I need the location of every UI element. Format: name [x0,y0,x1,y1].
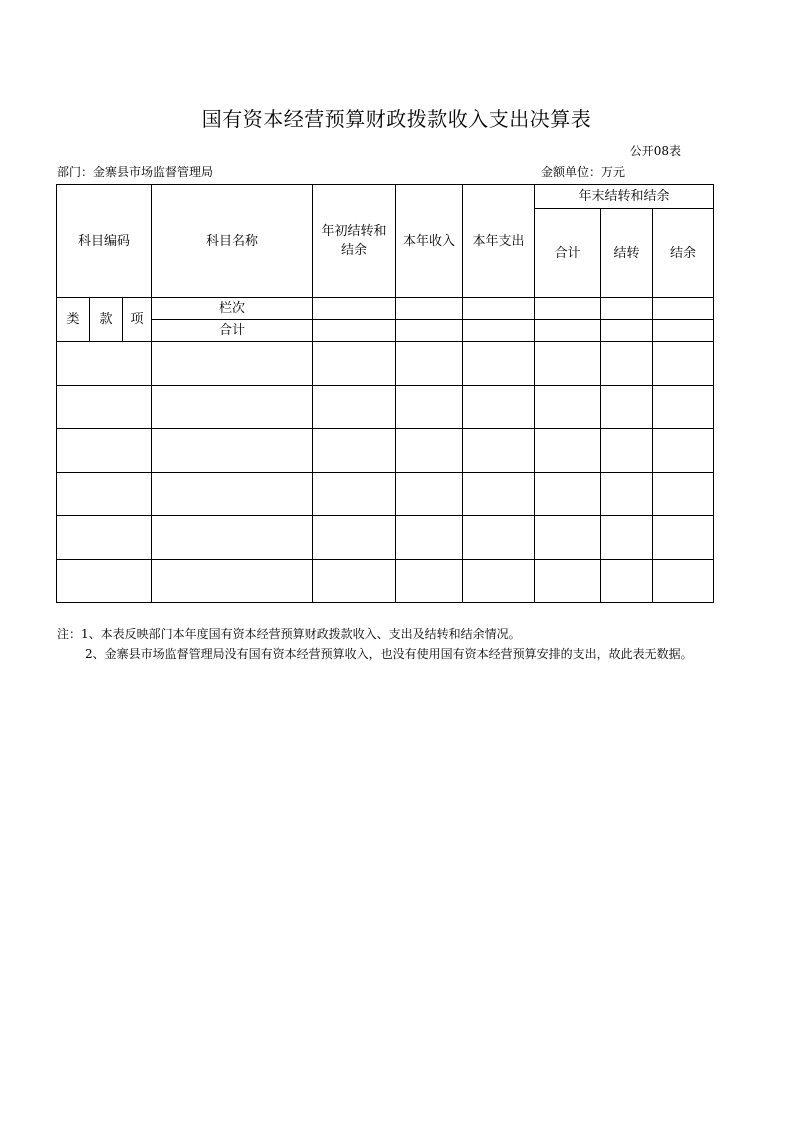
table-cell [396,298,463,320]
code-class: 类 [57,298,90,342]
header-current-expense: 本年支出 [463,185,535,298]
table-cell [313,320,396,342]
table-cell [601,342,653,386]
column-number-label: 栏次 [152,298,313,320]
table-cell [463,559,535,603]
total-row-label: 合计 [152,320,313,342]
table-cell [535,385,601,429]
header-beginning-balance: 年初结转和结余 [313,185,396,298]
table-cell [396,516,463,560]
table-cell [653,472,714,516]
notes [57,624,737,664]
table-cell [313,385,396,429]
table-cell [57,516,152,560]
table-body [57,342,714,603]
table-cell [463,298,535,320]
table-cell [653,320,714,342]
table-row [57,559,714,603]
form-number: 公开08表 [629,144,681,158]
table-cell [313,559,396,603]
table-row [57,385,714,429]
note-2: 2、金寨县市场监督管理局没有国有资本经营预算收入，也没有使用国有资本经营预算安排的支出，故此表无数据。 [85,647,693,661]
code-section: 款 [90,298,123,342]
table-cell [152,429,313,473]
table-cell [653,429,714,473]
table-cell [396,472,463,516]
table-cell [152,385,313,429]
table-cell [463,320,535,342]
table-cell [463,516,535,560]
code-item: 项 [123,298,152,342]
table-cell [601,472,653,516]
table-cell [653,342,714,386]
table-cell [152,559,313,603]
budget-table [56,184,714,603]
table-cell [653,385,714,429]
header-balance: 结余 [653,209,714,298]
table-cell [535,320,601,342]
table-row [57,429,714,473]
table-cell [396,342,463,386]
header-subject-name: 科目名称 [152,185,313,298]
header-current-income: 本年收入 [396,185,463,298]
header-subject-code: 科目编码 [57,185,152,298]
table-row [57,472,714,516]
table-cell [152,472,313,516]
table-cell [313,298,396,320]
table-cell [653,516,714,560]
table-cell [601,320,653,342]
table-cell [463,342,535,386]
table-cell [463,472,535,516]
table-cell [313,342,396,386]
table-cell [152,342,313,386]
table-cell [535,429,601,473]
table-cell [535,342,601,386]
table-cell [601,385,653,429]
table-cell [601,559,653,603]
department-label: 部门：金寨县市场监督管理局 [57,165,214,179]
table-cell [653,298,714,320]
table-cell [57,559,152,603]
table-cell [313,516,396,560]
table-cell [152,516,313,560]
table-cell [535,516,601,560]
table-row [57,516,714,560]
table-cell [601,298,653,320]
table-cell [396,429,463,473]
table-cell [57,429,152,473]
table-cell [653,559,714,603]
table-cell [396,559,463,603]
table-row [57,342,714,386]
table-cell [313,472,396,516]
table-cell [601,516,653,560]
table-cell [57,472,152,516]
table-cell [535,298,601,320]
page-title: 国有资本经营预算财政拨款收入支出决算表 [201,107,592,131]
table-cell [396,320,463,342]
table-cell [463,429,535,473]
table-cell [313,429,396,473]
table-cell [57,385,152,429]
table-cell [463,385,535,429]
header-total: 合计 [535,209,601,298]
table-cell [396,385,463,429]
table-cell [601,429,653,473]
header-carryover: 结转 [601,209,653,298]
table-cell [535,472,601,516]
note-1: 注：1、本表反映部门本年度国有资本经营预算财政拨款收入、支出及结转和结余情况。 [57,627,521,641]
table-cell [57,342,152,386]
header-year-end-balance: 年末结转和结余 [535,185,714,209]
amount-unit-label: 金额单位：万元 [541,165,626,179]
table-cell [535,559,601,603]
